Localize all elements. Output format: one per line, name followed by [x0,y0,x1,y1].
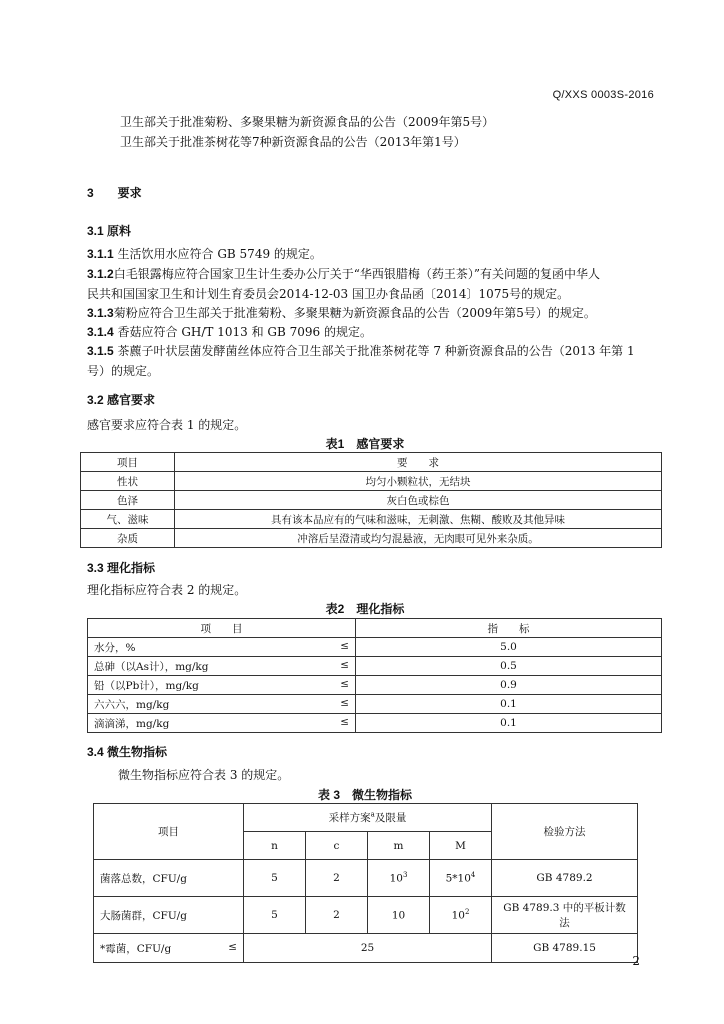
value-cell: 0.1 [356,695,662,714]
table-row [88,676,662,695]
clause-3-1-4: 3.1.4 香菇应符合 GH/T 1013 和 GB 7096 的规定。 [87,325,372,339]
clause-3-1-5-cont: 号）的规定。 [87,364,160,378]
method-cell: GB 4789.15 [492,934,638,963]
clause-3-1-2: 3.1.2白毛银露梅应符合国家卫生计生委办公厅关于“华西银腊梅（药王茶）”有关问题的复函中华人 [87,267,600,281]
sensory-table [80,452,662,548]
M-cell: $10^2$ [430,897,492,934]
clause-3-1-1: 3.1.1 生活饮用水应符合 GB 5749 的规定。 [87,247,322,261]
section-3-2-heading: 3.2 感官要求 [87,393,156,407]
item-cell: 色泽 [81,491,175,510]
table-row [94,934,638,963]
requirement-cell: 冲溶后呈澄清或均匀混悬液，无肉眼可见外来杂质。 [175,529,662,548]
value-cell: 0.5 [356,657,662,676]
table-row [88,619,662,638]
section-3-3-heading: 3.3 理化指标 [87,561,156,575]
header-cell: 项目 [81,453,175,472]
header-cell: n [244,832,306,860]
standard-code: Q/XXS 0003S-2016 [552,89,654,101]
requirement-cell: 均匀小颗粒状，无结块 [175,472,662,491]
n-cell: 5 [244,860,306,897]
page-number: 2 [632,954,640,968]
physicochemical-table [87,618,662,733]
item-cell: 六六六，mg/kg ≤ [88,695,356,714]
table-3-caption: 表 3 微生物指标 [317,788,412,802]
section-3-4-intro: 微生物指标应符合表 3 的规定。 [118,768,290,782]
value-cell: 0.9 [356,676,662,695]
item-cell: 水分，% ≤ [88,638,356,657]
section-3-1-heading: 3.1 原料 [87,224,132,238]
item-cell: 气、滋味 [81,510,175,529]
header-cell: 检验方法 [492,804,638,860]
reference-line-1: 卫生部关于批准菊粉、多聚果糖为新资源食品的公告（2009年第5号） [120,115,495,129]
m-cell: 10 [368,897,430,934]
c-cell: 2 [306,897,368,934]
microbiological-table [93,803,638,963]
item-cell: 杂质 [81,529,175,548]
c-cell: 2 [306,860,368,897]
requirement-cell: 具有该本品应有的气味和滋味，无刺激、焦糊、酸败及其他异味 [175,510,662,529]
table-row [94,860,638,897]
header-cell: m [368,832,430,860]
m-cell: $10^3$ [368,860,430,897]
header-cell: 项 目 [88,619,356,638]
item-cell: 总砷（以As计），mg/kg ≤ [88,657,356,676]
clause-3-1-2-cont: 民共和国国家卫生和计划生育委员会2014-12-03 国卫办食品函〔2014〕1075号的规定。 [87,287,570,301]
clause-3-1-5: 3.1.5 茶藨子叶状层菌发酵菌丝体应符合卫生部关于批准茶树花等 7 种新资源食品的公告（2013 年第 1 [87,344,635,358]
table-row [81,472,662,491]
value-cell: 25 [244,934,492,963]
table-row [88,695,662,714]
header-cell: c [306,832,368,860]
table-row [81,491,662,510]
section-3-4-heading: 3.4 微生物指标 [87,745,168,759]
method-cell: GB 4789.3 中的平板计数法 [492,897,638,934]
value-cell: 5.0 [356,638,662,657]
table-row [88,638,662,657]
table-row [81,453,662,472]
value-cell: 0.1 [356,714,662,733]
item-cell: 大肠菌群，CFU/g [94,897,244,934]
method-cell: GB 4789.2 [492,860,638,897]
item-cell: 性状 [81,472,175,491]
table-1-caption: 表1 感官要求 [325,437,405,451]
requirement-cell: 灰白色或棕色 [175,491,662,510]
table-row [81,510,662,529]
reference-line-2: 卫生部关于批准茶树花等7种新资源食品的公告（2013年第1号） [120,135,466,149]
header-cell: M [430,832,492,860]
table-row [94,804,638,832]
item-cell: *霉菌，CFU/g ≤ [94,934,244,963]
header-cell: 采样方案$^a$及限量 [244,804,492,832]
section-3-heading: 3 要求 [87,186,142,200]
M-cell: $5*10^4$ [430,860,492,897]
table-2-caption: 表2 理化指标 [325,602,405,616]
header-cell: 项目 [94,804,244,860]
item-cell: 滴滴涕，mg/kg ≤ [88,714,356,733]
header-cell: 要 求 [175,453,662,472]
section-3-2-intro: 感官要求应符合表 1 的规定。 [87,418,247,432]
table-row [94,897,638,934]
header-cell: 指 标 [356,619,662,638]
table-row [88,657,662,676]
table-row [88,714,662,733]
table-row [81,529,662,548]
section-3-3-intro: 理化指标应符合表 2 的规定。 [87,583,247,597]
n-cell: 5 [244,897,306,934]
item-cell: 菌落总数，CFU/g [94,860,244,897]
item-cell: 铅（以Pb计），mg/kg ≤ [88,676,356,695]
clause-3-1-3: 3.1.3菊粉应符合卫生部关于批准菊粉、多聚果糖为新资源食品的公告（2009年第5号）的规定。 [87,306,596,320]
